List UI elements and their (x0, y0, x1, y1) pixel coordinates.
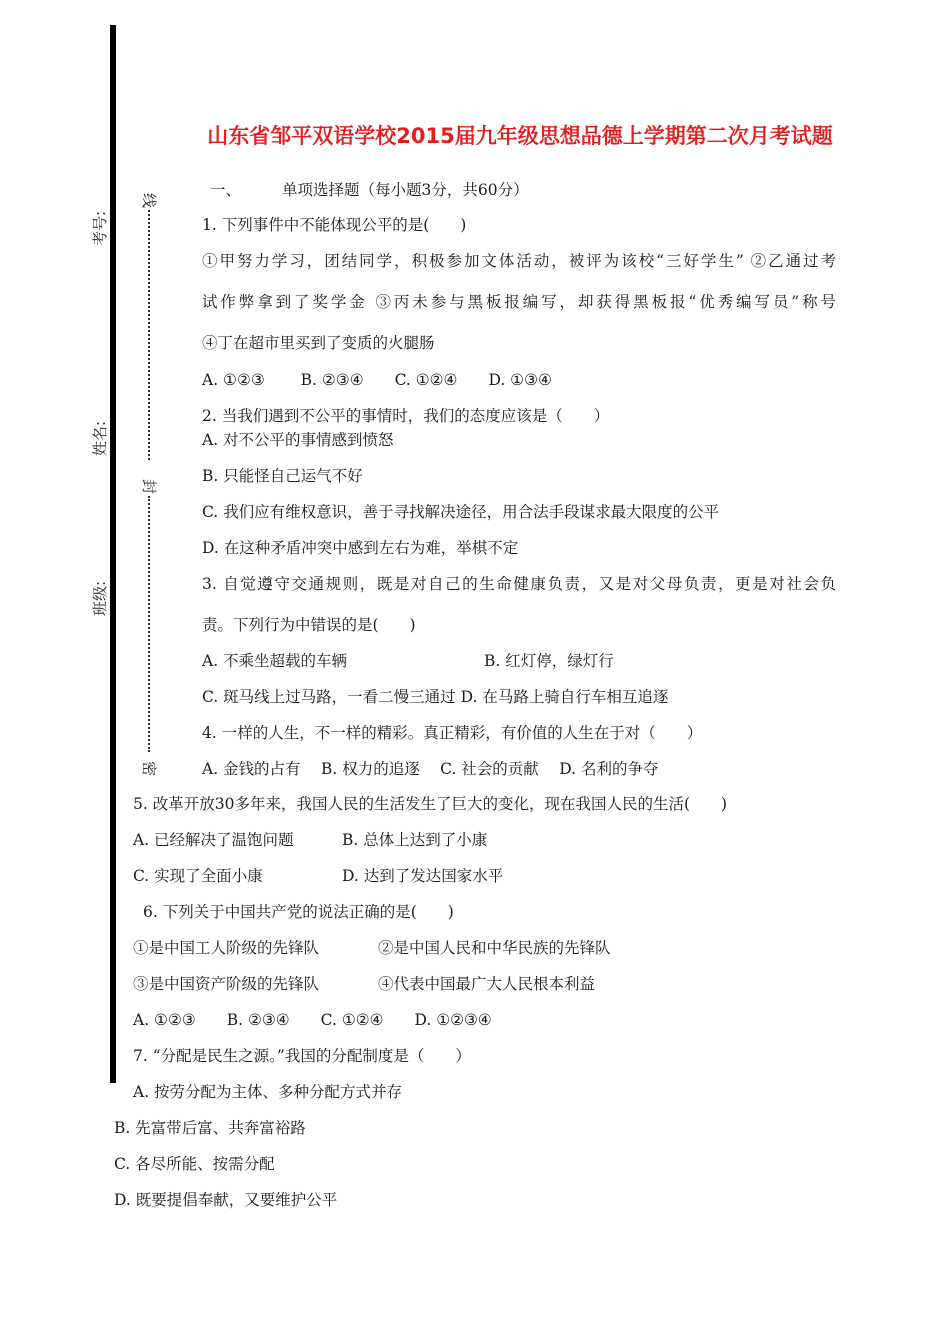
exam-title: 山东省邹平双语学校2015届九年级思想品德上学期第二次月考试题 (207, 124, 833, 148)
q5-option-b: B. 总体上达到了小康 (342, 831, 488, 849)
q3-stem-line: 3. 自觉遵守交通规则，既是对自己的生命健康负责，又是对父母负责，更是对社会负 (202, 575, 836, 593)
q1-options: A. ①②③ B. ②③④ C. ①②④ D. ①③④ (202, 371, 552, 389)
q3-option-b: B. 红灯停，绿灯行 (484, 652, 614, 670)
section-heading: 单项选择题（每小题3分，共60分） (282, 181, 529, 199)
q3-option-cd: C. 斑马线上过马路，一看二慢三通过 D. 在马路上骑自行车相互追逐 (202, 688, 669, 706)
q6-statement: ④代表中国最广大人民根本利益 (378, 975, 596, 993)
q6-statement: ①是中国工人阶级的先锋队 (133, 939, 320, 957)
q2-option-d: D. 在这种矛盾冲突中感到左右为难，举棋不定 (202, 539, 519, 557)
q1-stem: 1. 下列事件中不能体现公平的是( ) (202, 216, 467, 234)
binding-bar (110, 25, 116, 1083)
section-number: 一、 (210, 181, 242, 199)
seal-char-line: 线 (140, 192, 159, 209)
q3-stem-line: 责。下列行为中错误的是( ) (202, 616, 416, 634)
q7-stem: 7. “分配是民生之源。”我国的分配制度是（ ） (133, 1047, 471, 1065)
seal-char-seal: 封 (140, 478, 159, 495)
q4-stem: 4. 一样的人生，不一样的精彩。真正精彩，有价值的人生在于对（ ） (202, 724, 703, 742)
exam-number-label: 考号: (91, 210, 110, 247)
q1-statement-line: ①甲努力学习，团结同学，积极参加文体活动，被评为该校“三好学生” ②乙通过考 (202, 252, 836, 270)
q6-statement: ②是中国人民和中华民族的先锋队 (378, 939, 611, 957)
q6-options: A. ①②③ B. ②③④ C. ①②④ D. ①②③④ (133, 1011, 492, 1029)
q7-option-b: B. 先富带后富、共奔富裕路 (114, 1119, 306, 1137)
q2-option-b: B. 只能怪自己运气不好 (202, 467, 363, 485)
seal-dotted-line (148, 210, 150, 460)
seal-dotted-line (148, 496, 150, 752)
seal-char-secret: 密 (140, 760, 159, 777)
student-name-label: 姓名: (91, 420, 110, 457)
q7-option-d: D. 既要提倡奉献，又要维护公平 (114, 1191, 338, 1209)
q4-options: A. 金钱的占有 B. 权力的追逐 C. 社会的贡献 D. 名利的争夺 (202, 760, 659, 778)
q7-option-a: A. 按劳分配为主体、多种分配方式并存 (133, 1083, 403, 1101)
q3-option-a: A. 不乘坐超载的车辆 (202, 652, 348, 670)
q6-statement: ③是中国资产阶级的先锋队 (133, 975, 320, 993)
q2-option-c: C. 我们应有维权意识，善于寻找解决途径，用合法手段谋求最大限度的公平 (202, 503, 720, 521)
q7-option-c: C. 各尽所能、按需分配 (114, 1155, 275, 1173)
q2-option-a: A. 对不公平的事情感到愤怒 (202, 431, 394, 449)
q1-statement-line: 试作弊拿到了奖学金 ③丙未参与黑板报编写，却获得黑板报“优秀编写员”称号 (202, 293, 836, 311)
class-label: 班级: (91, 580, 110, 617)
q6-stem: 6. 下列关于中国共产党的说法正确的是( ) (143, 903, 454, 921)
q5-option-d: D. 达到了发达国家水平 (342, 867, 504, 885)
q5-option-c: C. 实现了全面小康 (133, 867, 263, 885)
q5-option-a: A. 已经解决了温饱问题 (133, 831, 294, 849)
q5-stem: 5. 改革开放30多年来，我国人民的生活发生了巨大的变化，现在我国人民的生活( ) (133, 795, 728, 813)
q1-statement-line: ④丁在超市里买到了变质的火腿肠 (202, 334, 435, 352)
q2-stem: 2. 当我们遇到不公平的事情时，我们的态度应该是（ ） (202, 407, 610, 425)
